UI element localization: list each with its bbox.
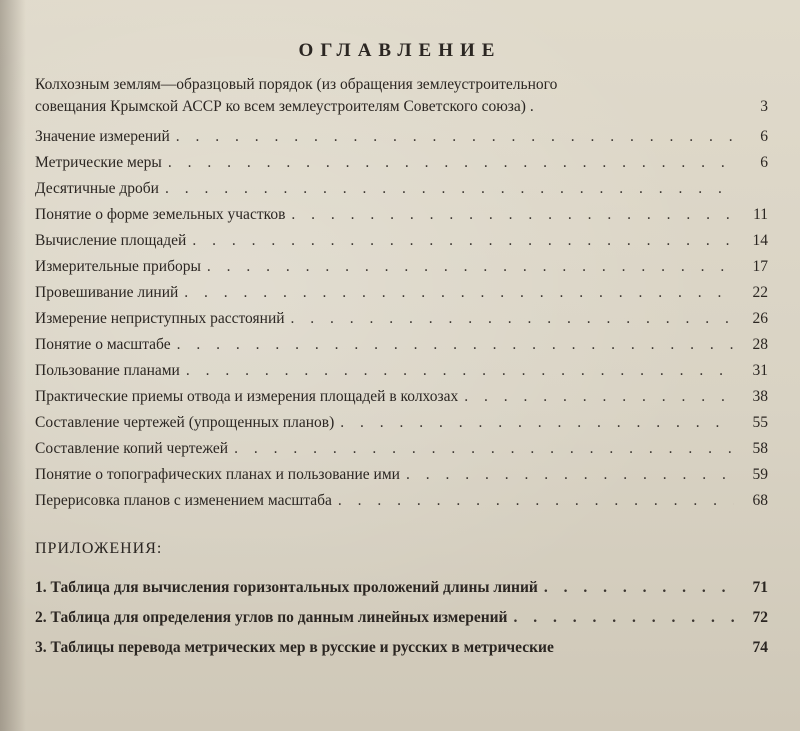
toc-page-number: 3	[760, 98, 768, 115]
toc-entry-label: Значение измерений	[35, 128, 170, 145]
toc-entry-label: Пользование планами	[35, 362, 180, 379]
toc-leader-dots	[514, 603, 735, 633]
toc-entry-label: Понятие о топографических планах и пользование ими	[35, 466, 400, 483]
toc-entry	[35, 462, 768, 488]
toc-entry	[35, 488, 768, 514]
toc-page-number: 59	[752, 466, 768, 483]
toc-leader-dots	[165, 176, 734, 202]
toc-entry-label: Перерисовка планов с изменением масштаба	[35, 492, 332, 509]
toc-page-number: 6	[760, 128, 768, 145]
toc-entry	[35, 332, 768, 358]
toc-page-number: 26	[752, 310, 768, 327]
toc-entry-label: Практические приемы отвода и измерения площадей в колхозах	[35, 388, 459, 405]
toc-entry-label: Провешивание линий	[35, 284, 179, 301]
toc-page-number: 38	[752, 388, 768, 405]
toc-entry	[35, 410, 768, 436]
toc-leader-dots	[338, 488, 734, 514]
toc-entry-label: Колхозным землям—образцовый порядок (из обращения землеустроительного	[35, 76, 558, 93]
appendix-entry	[35, 573, 768, 603]
toc-entry-label: Составление копий чертежей	[35, 440, 229, 457]
toc-entry-label: Понятие о масштабе	[35, 336, 171, 353]
toc-leader-dots	[544, 573, 734, 603]
toc-leader-dots	[464, 384, 734, 410]
toc-leader-dots	[340, 410, 734, 436]
toc-entry	[35, 384, 768, 410]
toc-page-number: 17	[752, 258, 768, 275]
toc-leader-dots	[176, 124, 734, 150]
toc-leader-dots	[234, 436, 734, 462]
toc-page-number: 68	[752, 492, 768, 509]
toc-leader-dots	[291, 202, 734, 228]
toc-entry	[35, 74, 768, 118]
toc-leader-dots	[207, 254, 734, 280]
toc-entry	[35, 280, 768, 306]
appendix-page-number: 74	[752, 639, 768, 656]
toc-page-number: 22	[752, 284, 768, 301]
toc-entry-label: Метрические меры	[35, 154, 162, 171]
binding-shadow	[0, 0, 26, 731]
appendix-entry-label: 1. Таблица для вычисления горизонтальных проложений длины линий	[35, 579, 538, 596]
table-of-contents	[35, 74, 768, 514]
toc-entry-label: Измерительные приборы	[35, 258, 201, 275]
appendix-entry-label: 3. Таблицы перевода метрических мер в русские и русских в метрические	[35, 639, 554, 656]
toc-leader-dots	[186, 358, 734, 384]
toc-entry-label: Измерение неприступных расстояний	[35, 310, 285, 327]
appendix-list	[35, 573, 768, 663]
appendix-entry	[35, 603, 768, 633]
toc-entry	[35, 358, 768, 384]
toc-page-number: 6	[760, 154, 768, 171]
toc-entry	[35, 436, 768, 462]
toc-entry	[35, 254, 768, 280]
toc-entry-label: Составление чертежей (упрощенных планов)	[35, 414, 335, 431]
toc-entry	[35, 124, 768, 150]
appendix-page-number: 71	[752, 579, 768, 596]
toc-leader-dots	[177, 332, 734, 358]
toc-leader-dots	[192, 228, 734, 254]
toc-entry	[35, 150, 768, 176]
toc-page-number: 31	[752, 362, 768, 379]
toc-leader-dots	[168, 150, 734, 176]
appendix-page-number: 72	[752, 609, 768, 626]
toc-page-number: 28	[752, 336, 768, 353]
toc-entry-label: Десятичные дроби	[35, 180, 159, 197]
toc-leader-dots	[291, 306, 734, 332]
toc-page-number: 55	[752, 414, 768, 431]
toc-entry	[35, 228, 768, 254]
page-title: ОГЛАВЛЕНИЕ	[298, 40, 502, 61]
toc-entry	[35, 306, 768, 332]
appendix-heading: ПРИЛОЖЕНИЯ:	[35, 540, 163, 557]
toc-entry-label: Вычисление площадей	[35, 232, 187, 249]
toc-entry-label: совещания Крымской АССР ко всем землеустроителям Советского союза) .	[35, 98, 534, 115]
toc-leader-dots	[406, 462, 734, 488]
toc-page-number: 58	[752, 440, 768, 457]
appendix-entry	[35, 633, 768, 663]
toc-entry	[35, 176, 768, 202]
toc-page-number: 14	[752, 232, 768, 249]
toc-leader-dots	[184, 280, 734, 306]
toc-entry-label: Понятие о форме земельных участков	[35, 206, 286, 223]
toc-page-number: 11	[753, 206, 768, 223]
toc-entry	[35, 202, 768, 228]
appendix-entry-label: 2. Таблица для определения углов по данным линейных измерений	[35, 609, 508, 626]
